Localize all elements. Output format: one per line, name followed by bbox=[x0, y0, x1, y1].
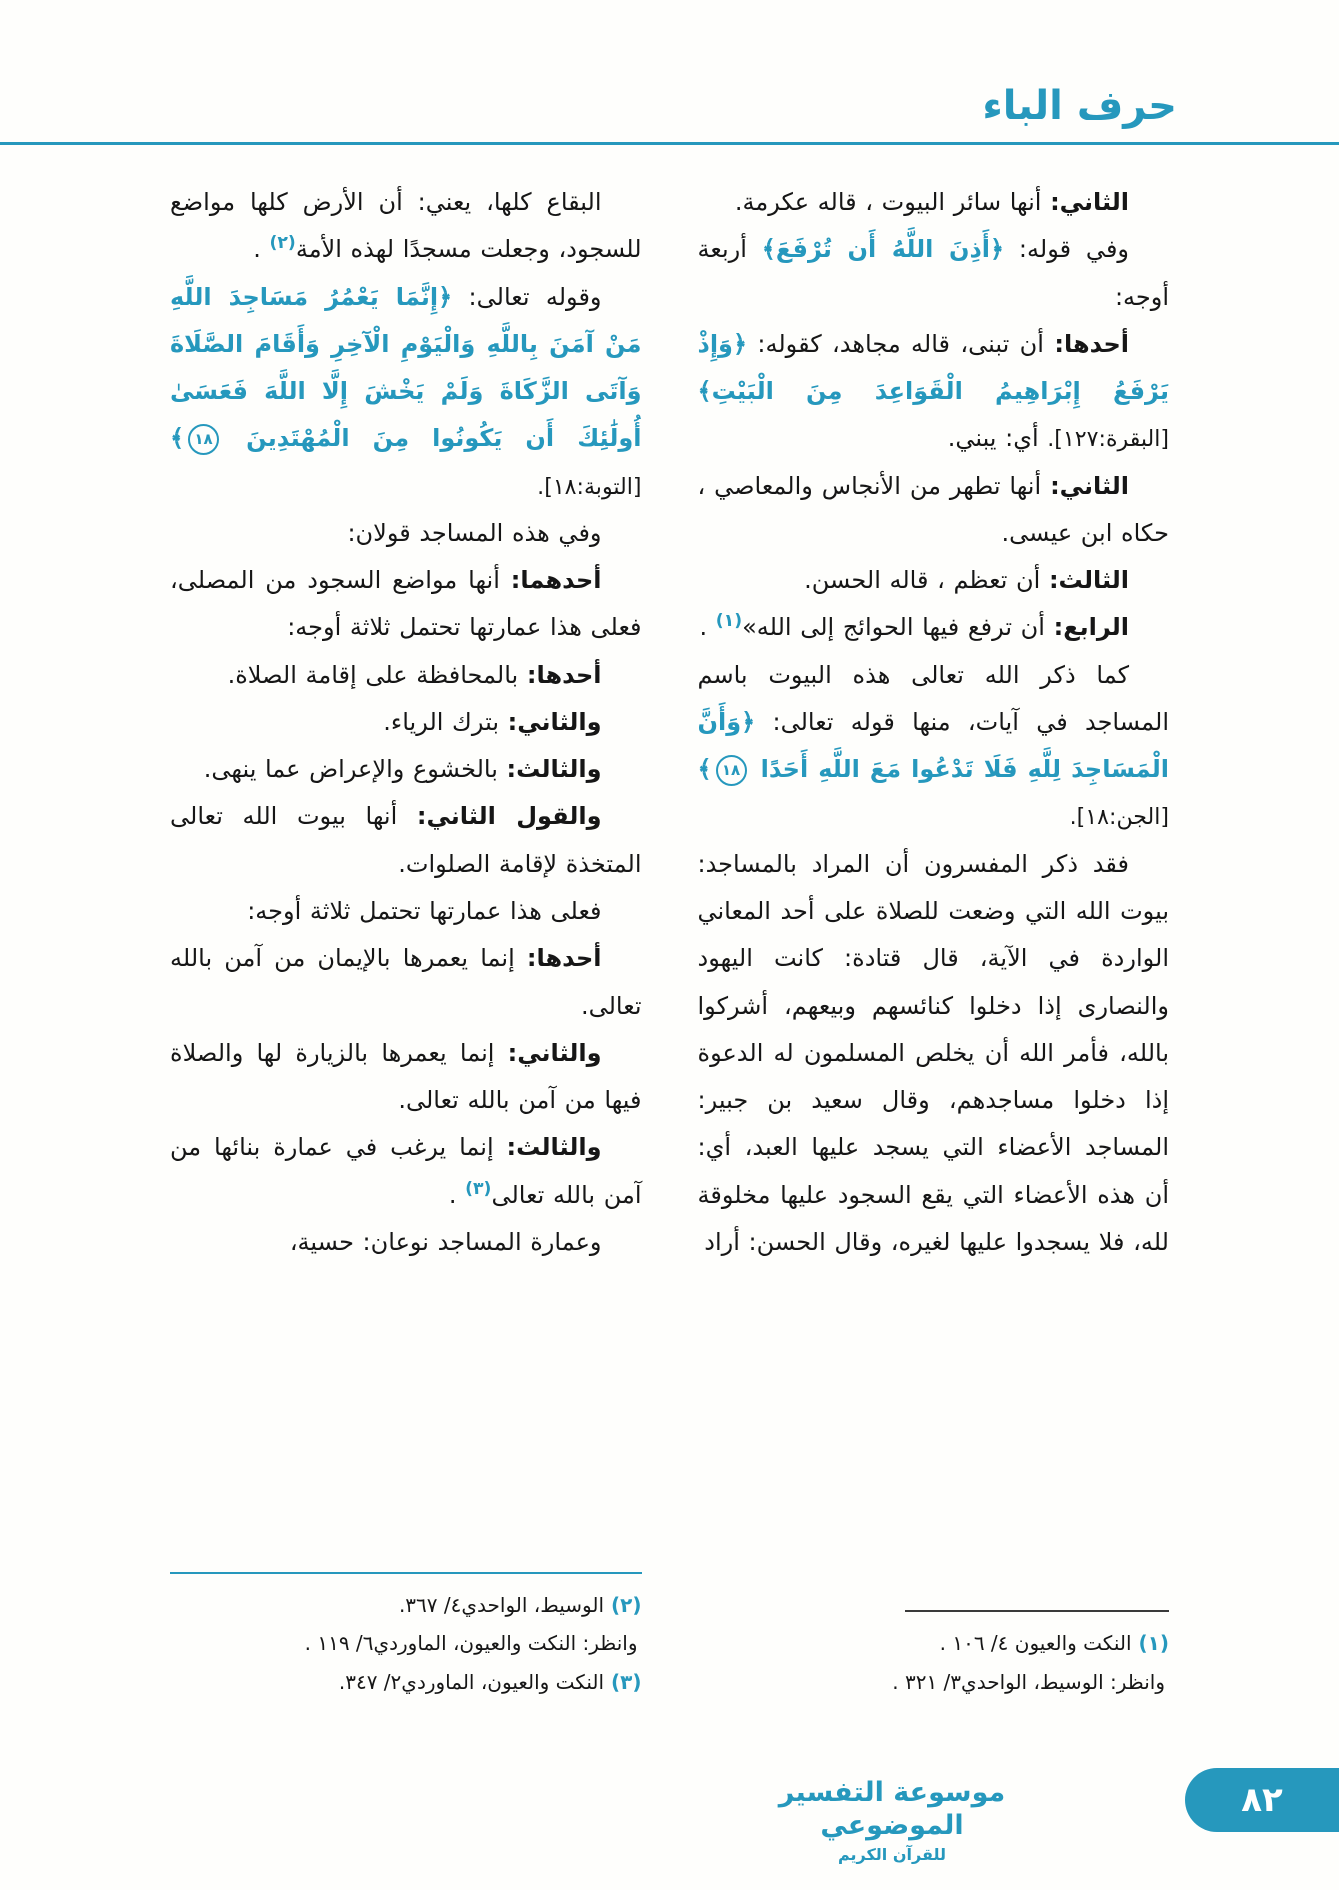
column-left-footnotes bbox=[170, 1566, 642, 1701]
paragraph bbox=[698, 321, 1170, 463]
footnote-number: (٢) bbox=[604, 1592, 642, 1617]
footnote bbox=[170, 1663, 642, 1701]
footnote-marker: (١) bbox=[715, 611, 743, 632]
ayah-number-medallion: ١٨ bbox=[716, 755, 747, 786]
page-number: ٨٢ bbox=[1241, 1780, 1283, 1820]
publisher-logo-title: موسوعة التفسير الموضوعي bbox=[778, 1776, 1006, 1842]
paragraph bbox=[170, 699, 642, 746]
footnote-list bbox=[170, 1586, 642, 1701]
paragraph bbox=[170, 935, 642, 1030]
paragraph bbox=[170, 793, 642, 888]
lead-in-label: والثالث: bbox=[506, 755, 602, 784]
page-header bbox=[0, 0, 1339, 128]
chapter-title: حرف الباء bbox=[982, 83, 1177, 129]
publisher-logo bbox=[767, 1776, 1017, 1865]
paragraph bbox=[698, 604, 1170, 651]
column-left-body bbox=[170, 179, 642, 1266]
paragraph bbox=[170, 888, 642, 935]
quran-verse: ﴿أَذِنَ اللَّهُ أَن تُرْفَعَ﴾ bbox=[761, 235, 1005, 264]
footnote bbox=[170, 1586, 642, 1624]
body-text: أنها سائر البيوت ، قاله عكرمة. bbox=[734, 188, 1051, 216]
page-number-badge bbox=[1185, 1768, 1339, 1832]
body-text: إنما يعمرها بالإيمان من آمن بالله تعالى. bbox=[170, 944, 642, 1020]
body-text: كما ذكر الله تعالى هذه البيوت باسم المساجد في آيات، منها قوله تعالى: bbox=[697, 660, 1169, 736]
ayah-number-medallion: ١٨ bbox=[188, 424, 219, 455]
paragraph bbox=[698, 841, 1170, 1266]
paragraph bbox=[170, 1030, 642, 1125]
body-text: فقد ذكر المفسرون أن المراد بالمساجد: بيوت الله التي وضعت للصلاة على أحد المعاني الواردة في الآية، قال قتادة: كانت اليهود والنصارى إذا دخلوا كنائسهم وبيعهم، أشركوا بالله، فأمر الله أن يخلص المسلمون له الدعوة إذا دخلوا مساجدهم، وقال سعيد بن جبير: المساجد الأعضاء التي يسجد عليها العبد، أي: أن هذه الأعضاء التي يقع السجود عليها مخلوقة لله، فلا يسجدوا عليها لغيره، وقال الحسن: أراد bbox=[697, 849, 1169, 1256]
footnote-text: وانظر: النكت والعيون، الماوردي٦/ ١١٩ . bbox=[304, 1631, 638, 1656]
body-text: أن ترفع فيها الحوائج إلى الله» bbox=[742, 613, 1054, 642]
footnote-list bbox=[698, 1624, 1170, 1701]
body-text: . bbox=[699, 613, 716, 642]
footnote bbox=[698, 1624, 1170, 1662]
footnote-marker: (٢) bbox=[269, 233, 296, 254]
footnote-number: (١) bbox=[1131, 1631, 1169, 1656]
body-text: . bbox=[448, 1180, 466, 1209]
body-text: أي: يبني. bbox=[947, 424, 1048, 453]
body-text: وفي قوله: bbox=[1004, 235, 1130, 264]
footnote-number: (٣) bbox=[604, 1669, 642, 1694]
footnote-text: الوسيط، الواحدي٤/ ٣٦٧. bbox=[398, 1592, 605, 1617]
body-text: . bbox=[253, 235, 270, 264]
body-text: أربعة أوجه: bbox=[697, 235, 1169, 311]
column-right bbox=[698, 179, 1170, 1701]
paragraph bbox=[170, 1124, 642, 1219]
lead-in-label: أحدها: bbox=[526, 944, 602, 973]
paragraph bbox=[698, 557, 1170, 604]
body-text: وقوله تعالى: bbox=[452, 282, 602, 311]
footnote-text: النكت والعيون ٤/ ١٠٦ . bbox=[939, 1631, 1132, 1656]
quran-verse: ﴿إِنَّمَا يَعْمُرُ مَسَاجِدَ اللَّهِ مَنْ آمَنَ بِاللَّهِ وَالْيَوْمِ الْآخِرِ وَأَقَامَ الصَّلَاةَ وَآتَى الزَّكَاةَ وَلَمْ يَخْشَ إِلَّا اللَّهَ فَعَسَىٰ أُولَٰئِكَ أَن يَكُونُوا مِنَ الْمُهْتَدِينَ bbox=[170, 282, 642, 453]
lead-in-label: والثاني: bbox=[507, 1038, 602, 1067]
paragraph bbox=[170, 746, 642, 793]
verse-reference: [التوبة:١٨]. bbox=[537, 474, 642, 500]
body-text: فعلى هذا عمارتها تحتمل ثلاثة أوجه: bbox=[247, 896, 602, 925]
paragraph bbox=[170, 510, 642, 557]
text-columns bbox=[0, 145, 1339, 1701]
lead-in-label: والثاني: bbox=[507, 707, 602, 736]
publisher-logo-subtitle: للقرآن الكريم bbox=[837, 1845, 947, 1864]
body-text: أنها مواضع السجود من المصلى، فعلى هذا عمارتها تحتمل ثلاثة أوجه: bbox=[170, 566, 642, 642]
column-right-body bbox=[698, 179, 1170, 1266]
body-text: بالمحافظة على إقامة الصلاة. bbox=[227, 660, 527, 689]
body-text: أن تبنى، قاله مجاهد، كقوله: bbox=[747, 329, 1055, 358]
body-text: بترك الرياء. bbox=[383, 707, 508, 736]
quran-verse: ﴿وَإِذْ يَرْفَعُ إِبْرَاهِيمُ الْقَوَاعِدَ مِنَ الْبَيْتِ﴾ bbox=[697, 329, 1169, 406]
lead-in-label: الرابع: bbox=[1053, 613, 1129, 642]
paragraph bbox=[698, 652, 1170, 841]
paragraph bbox=[170, 1219, 642, 1266]
paragraph bbox=[170, 557, 642, 652]
footnote bbox=[170, 1624, 642, 1662]
lead-in-label: والقول الثاني: bbox=[416, 802, 602, 831]
lead-in-label: أحدهما: bbox=[510, 566, 602, 595]
body-text: وفي هذه المساجد قولان: bbox=[347, 518, 602, 547]
lead-in-label: الثاني: bbox=[1050, 188, 1129, 216]
footnote-separator bbox=[170, 1572, 642, 1574]
body-text: إنما يعمرها بالزيارة لها والصلاة فيها من آمن بالله تعالى. bbox=[170, 1038, 642, 1115]
paragraph bbox=[698, 226, 1170, 321]
paragraph bbox=[170, 652, 642, 699]
lead-in-label: الثاني: bbox=[1050, 471, 1129, 500]
body-text: البقاع كلها، يعني: أن الأرض كلها مواضع للسجود، وجعلت مسجدًا لهذه الأمة bbox=[170, 188, 642, 264]
footnote-text: النكت والعيون، الماوردي٢/ ٣٤٧. bbox=[338, 1669, 605, 1694]
body-text: إنما يرغب في عمارة بنائها من آمن بالله تعالى bbox=[170, 1133, 642, 1209]
body-text: أنها تطهر من الأنجاس والمعاصي ، حكاه ابن عيسى. bbox=[697, 471, 1169, 547]
footnote-separator bbox=[905, 1610, 1169, 1612]
verse-reference: [الجن:١٨]. bbox=[1069, 805, 1169, 831]
lead-in-label: أحدها: bbox=[1054, 329, 1129, 358]
lead-in-label: الثالث: bbox=[1048, 566, 1129, 595]
body-text: بالخشوع والإعراض عما ينهى. bbox=[203, 755, 507, 784]
lead-in-label: والثالث: bbox=[506, 1133, 602, 1162]
paragraph bbox=[698, 179, 1170, 226]
lead-in-label: أحدها: bbox=[526, 660, 602, 689]
footnote bbox=[698, 1663, 1170, 1701]
column-right-footnotes bbox=[698, 1604, 1170, 1701]
footnote-text: وانظر: الوسيط، الواحدي٣/ ٣٢١ . bbox=[892, 1669, 1165, 1694]
quran-verse: ﴾ bbox=[170, 424, 185, 453]
verse-reference: [البقرة:١٢٧]. bbox=[1047, 427, 1169, 453]
column-left bbox=[170, 179, 642, 1701]
paragraph bbox=[170, 274, 642, 510]
paragraph bbox=[170, 179, 642, 274]
body-text: وعمارة المساجد نوعان: حسية، bbox=[289, 1227, 602, 1256]
footnote-marker: (٣) bbox=[465, 1178, 492, 1199]
paragraph bbox=[698, 463, 1170, 558]
body-text: أن تعظم ، قاله الحسن. bbox=[804, 566, 1049, 595]
quran-verse: ﴿وَأَنَّ الْمَسَاجِدَ لِلَّهِ فَلَا تَدْعُوا مَعَ اللَّهِ أَحَدًا bbox=[697, 707, 1169, 784]
body-text: أنها بيوت الله تعالى المتخذة لإقامة الصلوات. bbox=[170, 802, 642, 878]
quran-verse: ﴾ bbox=[697, 755, 712, 784]
